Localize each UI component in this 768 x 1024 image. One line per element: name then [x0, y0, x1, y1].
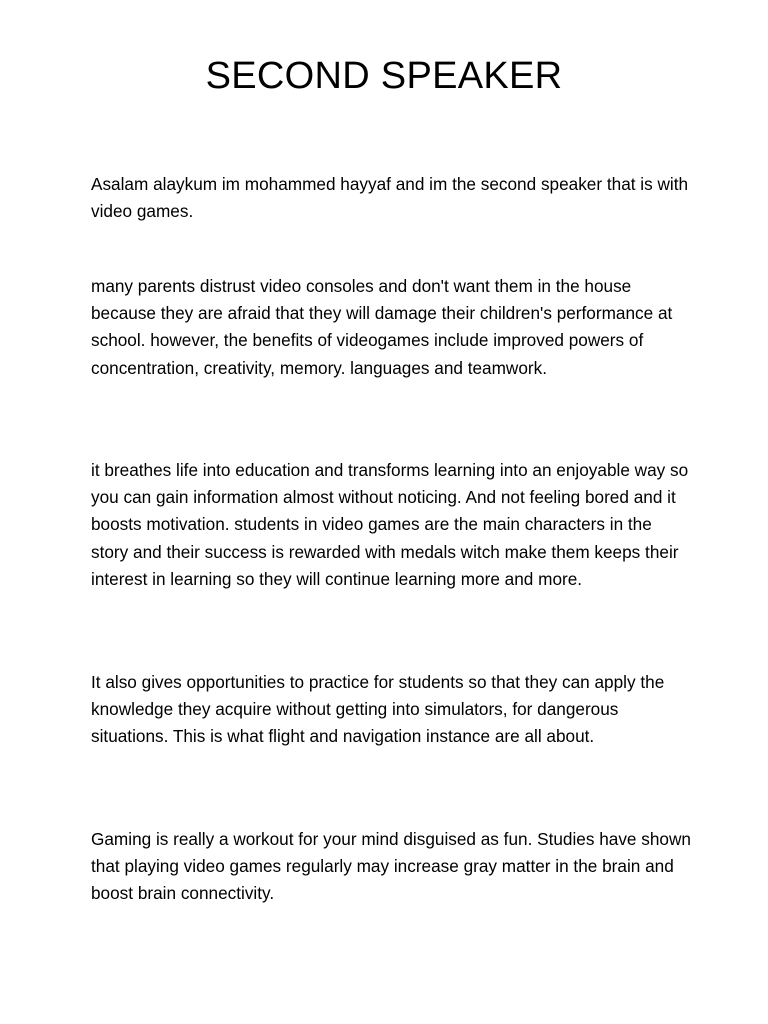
page-title: SECOND SPEAKER	[205, 55, 563, 97]
paragraph-education-benefits: it breathes life into education and transforms learning into an enjoyable way so you can gain information almost without noticing. And not feeling bored and it boosts motivation. students in video games are the main characters in the story and their success is rewarded with medals witch make them keeps their interest in learning so they will continue learning more and more.	[91, 460, 689, 589]
paragraph-mind-workout: Gaming is really a workout for your mind disguised as fun. Studies have shown that playing video games regularly may increase gray matter in the brain and boost brain connectivity.	[91, 829, 691, 904]
paragraph-introduction: Asalam alaykum im mohammed hayyaf and im the second speaker that is with video games.	[91, 174, 689, 222]
paragraph-parents-concerns: many parents distrust video consoles and don't want them in the house because they are afraid that they will damage their children's performance at school. however, the benefits of videogames include improved powers of concentration, creativity, memory. languages and teamwork.	[91, 276, 673, 378]
paragraph-practice-opportunities: It also gives opportunities to practice for students so that they can apply the knowledge they acquire without getting into simulators, for dangerous situations. This is what flight and navigation instance are all about.	[91, 672, 665, 747]
